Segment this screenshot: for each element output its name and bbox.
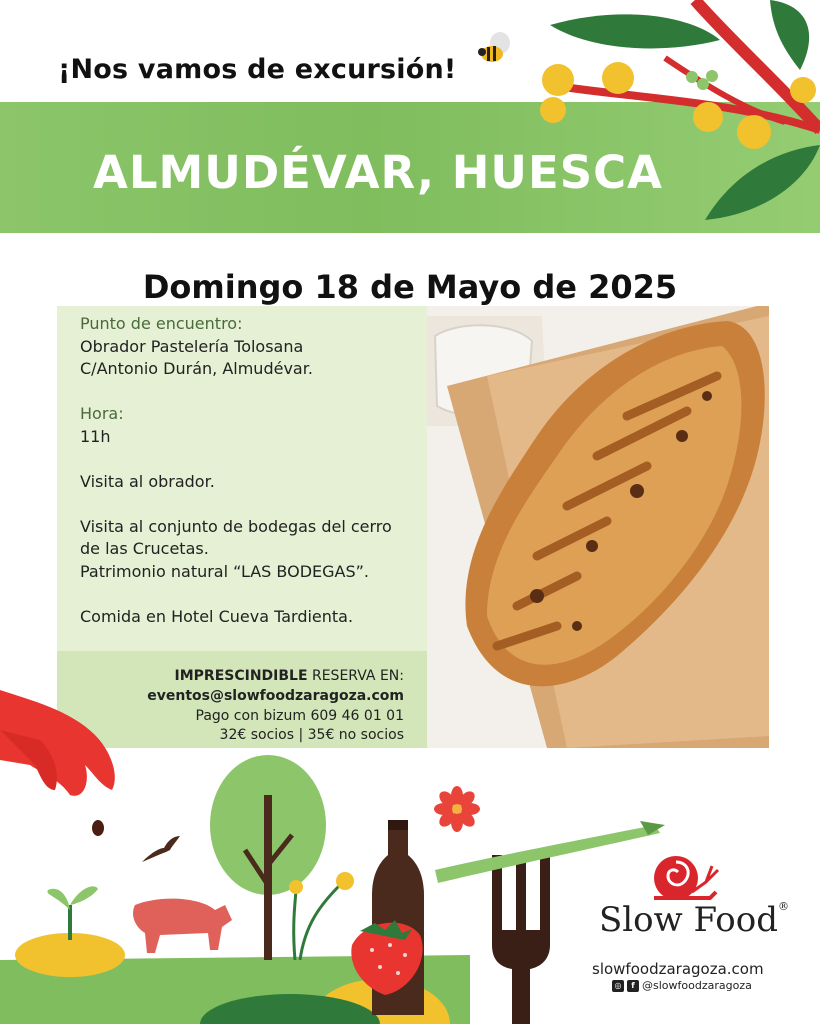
booking-prices: 32€ socios | 35€ no socios [219, 727, 404, 743]
time-value: 11h [80, 427, 111, 446]
brand-name [599, 900, 789, 940]
event-date: Domingo 18 de Mayo de 2025 [142, 268, 678, 306]
meeting-place: Obrador Pastelería Tolosana [80, 337, 304, 356]
booking-payment: Pago con bizum 609 46 01 01 [195, 708, 404, 724]
booking-required: IMPRESCINDIBLE [174, 668, 308, 684]
booking-email[interactable]: eventos@slowfoodzaragoza.com [147, 688, 404, 704]
brand-text: Slow Food [599, 900, 778, 940]
activity-bodegas-line1: Visita al conjunto de bodegas del cerro [80, 517, 392, 536]
time-label: Hora: [80, 404, 124, 423]
meeting-address: C/Antonio Durán, Almudévar. [80, 359, 313, 378]
website-link[interactable]: slowfoodzaragoza.com [592, 960, 764, 978]
booking-reserve: RESERVA EN: [307, 668, 404, 684]
registered-mark: ® [777, 900, 789, 913]
booking-heading [175, 668, 404, 684]
snail-logo-icon [648, 852, 722, 904]
activity-bodegas-line2: de las Crucetas. [80, 539, 209, 558]
social-handle[interactable]: @slowfoodzaragoza [642, 979, 752, 992]
meeting-label: Punto de encuentro: [80, 314, 243, 333]
social-handle-row [612, 979, 752, 992]
mimosa-branch-illustration [480, 0, 820, 235]
destination-title: ALMUDÉVAR, HUESCA [93, 146, 663, 199]
pastry-photo [427, 306, 769, 748]
tagline: ¡Nos vamos de excursión! [58, 54, 457, 85]
instagram-icon[interactable]: ◎ [612, 980, 624, 992]
facebook-icon[interactable]: f [627, 980, 639, 992]
activity-workshop: Visita al obrador. [80, 472, 215, 491]
bee-icon [472, 30, 518, 72]
activity-bodegas-line3: Patrimonio natural “LAS BODEGAS”. [80, 562, 369, 581]
activity-lunch: Comida en Hotel Cueva Tardienta. [80, 607, 354, 626]
